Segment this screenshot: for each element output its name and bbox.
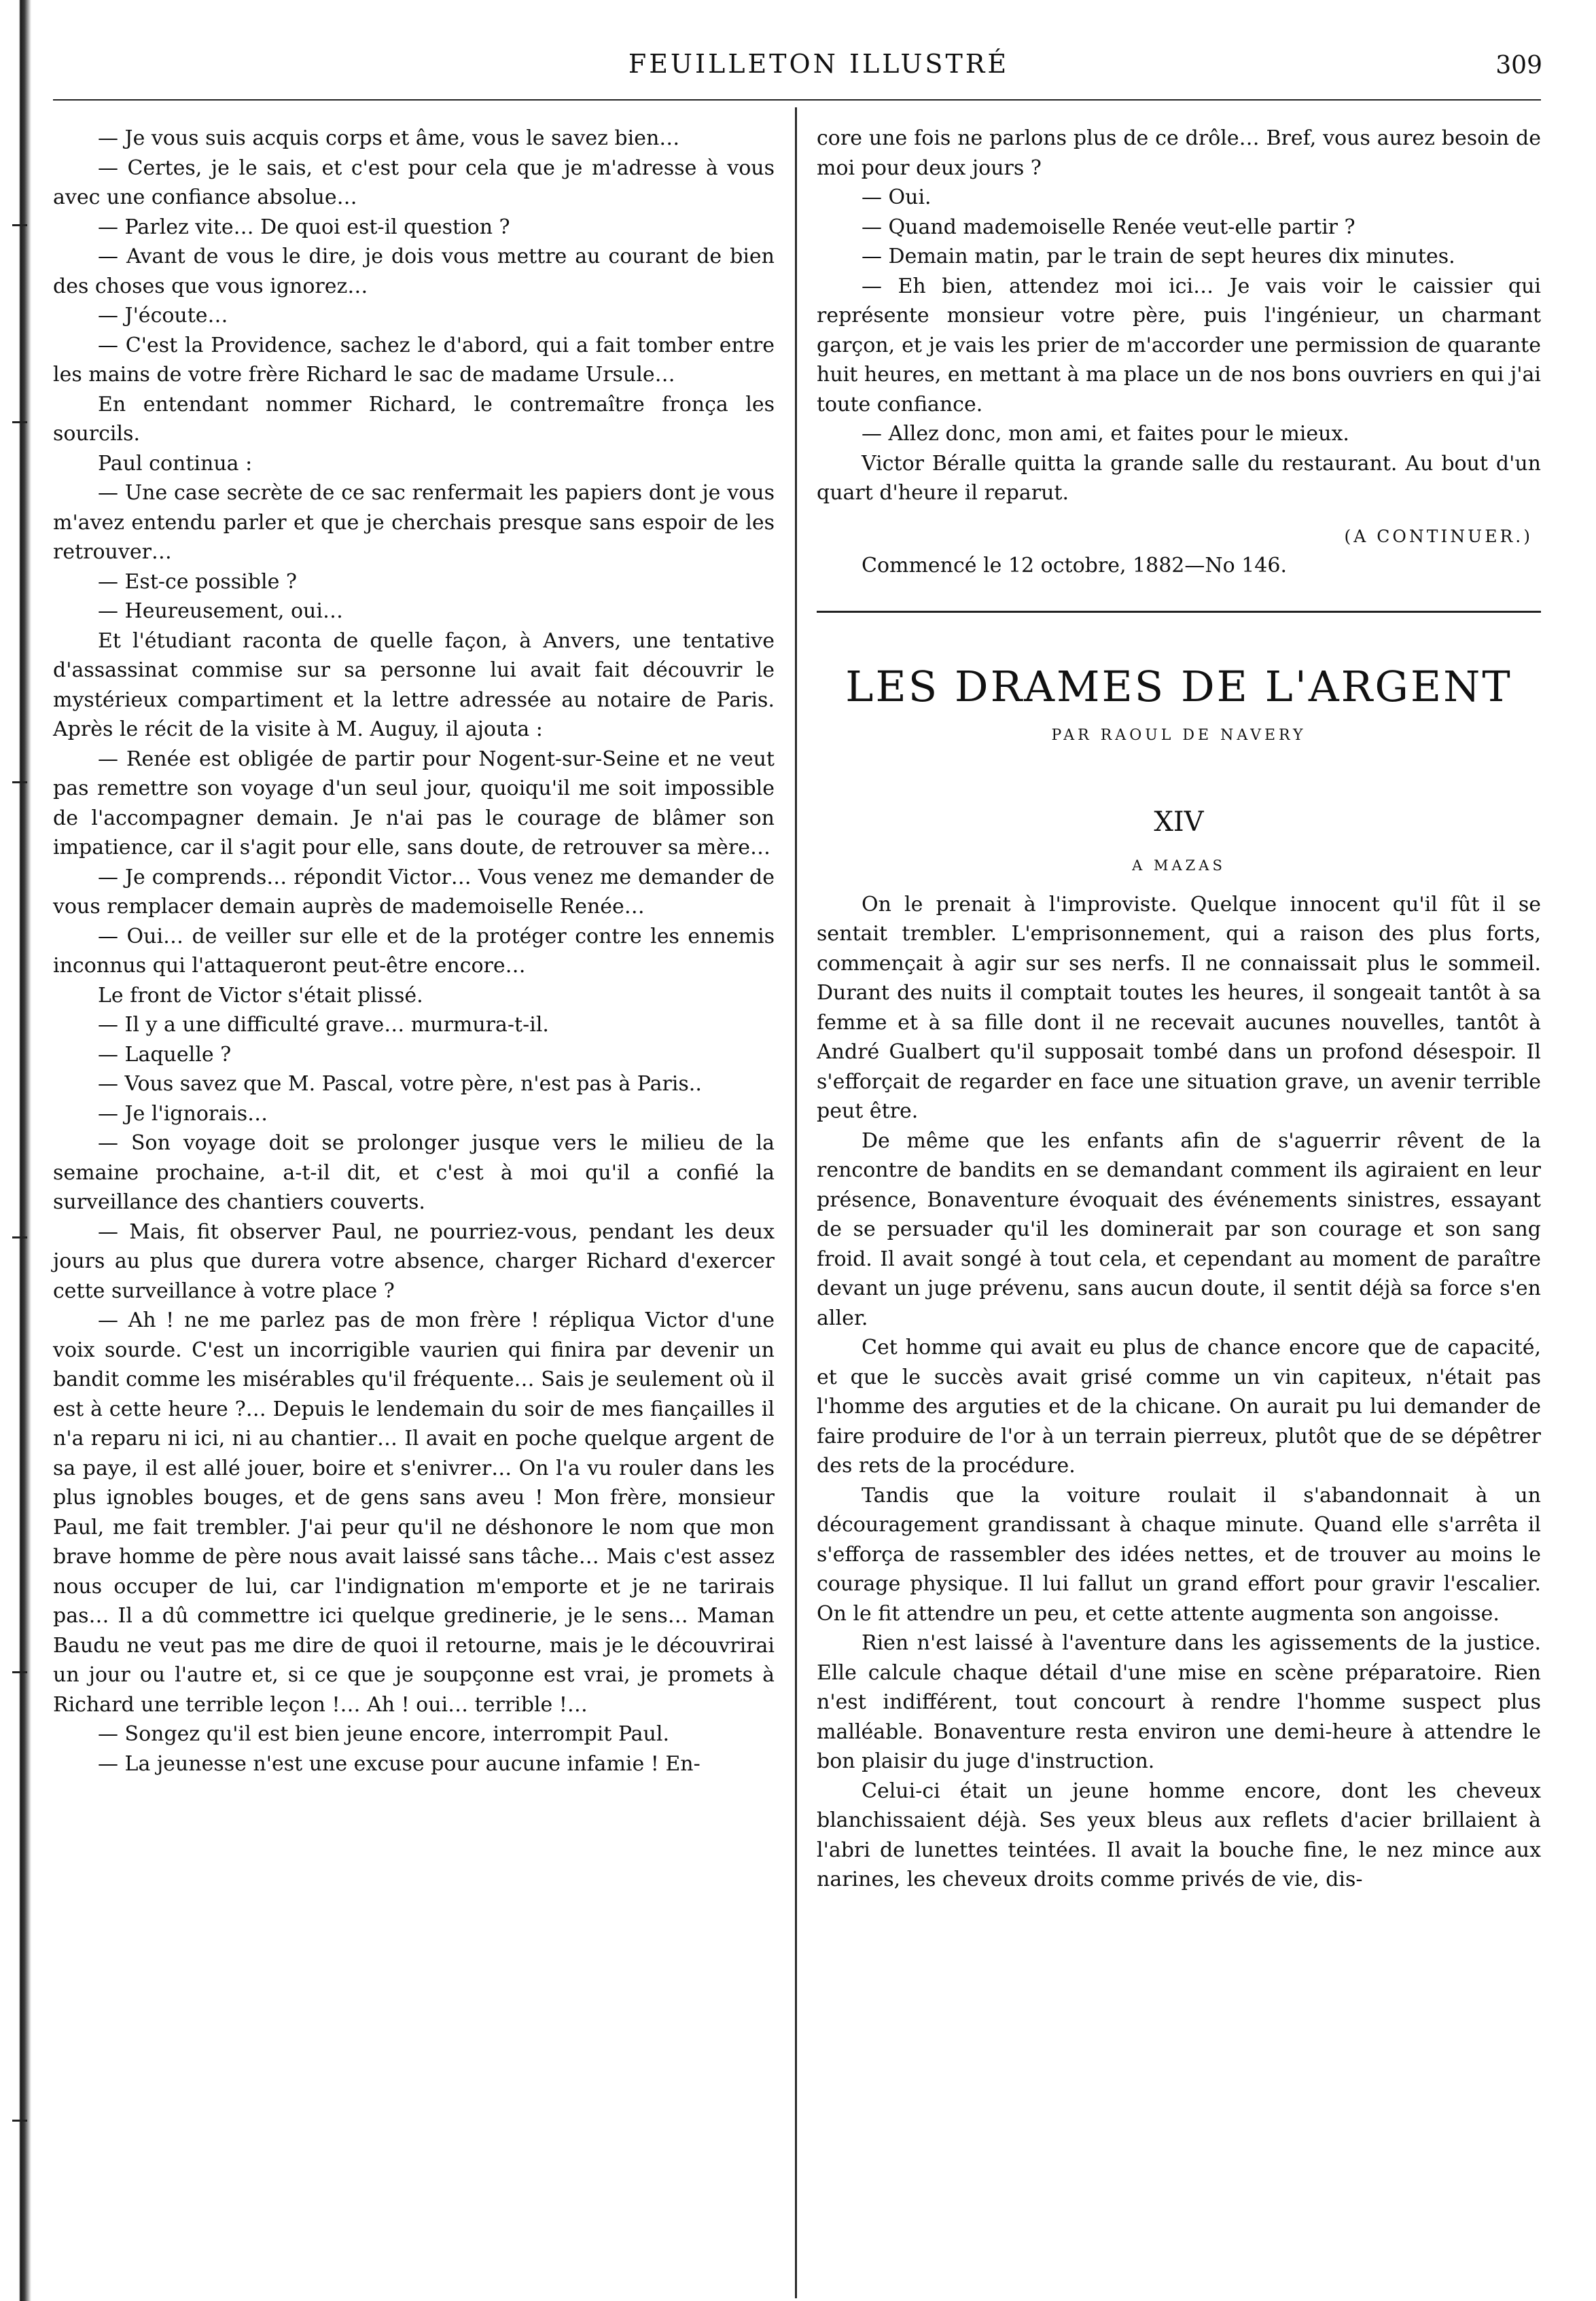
paragraph: — Oui. (862, 185, 932, 209)
paragraph: — Il y a une difficulté grave… murmura-t-il. (98, 1013, 549, 1037)
chapter-number: XIV (1154, 806, 1204, 838)
right-column (817, 124, 1541, 1895)
paragraph: — Quand mademoiselle Renée veut-elle partir ? (862, 215, 1355, 239)
story-title: LES DRAMES DE L'ARGENT (845, 661, 1512, 711)
paragraph: De même que les enfants afin de s'aguerrir rêvent de la rencontre de bandits en se demandant comment ils agiraient en leur présence, Bonaventure évoquait des événements sinistres, essayant de se persuader qu'il les dominerait par son courage et son sang froid. Il avait songé à tout cela, et cependant au moment de paraître devant un juge prévenu, sans aucun doute, il sentit déjà sa force s'en aller. (817, 1128, 1541, 1330)
chapter-title: A MAZAS (1132, 857, 1226, 874)
binding-mark (12, 421, 27, 423)
paragraph: Cet homme qui avait eu plus de chance encore que de capacité, et que le succès avait grisé comme un vin capiteux, n'était pas l'homme des arguties et de la chicane. On aurait pu lui demander de faire produire de l'or à un terrain pierreux, plutôt que de se dépêtrer des rets de la procédure. (817, 1336, 1541, 1478)
paragraph: — Son voyage doit se prolonger jusque vers le milieu de la semaine prochaine, a-t-il dit, et c'est à moi qu'il a confié la surveillance des chantiers couverts. (53, 1131, 775, 1214)
paragraph: Celui-ci était un jeune homme encore, dont les cheveux blanchissaient déjà. Ses yeux bleus aux reflets d'acier brillaient à l'abri de lunettes teintées. Il avait la bouche fine, le nez mince aux narines, les cheveux droits comme privés de vie, dis- (817, 1779, 1541, 1891)
paragraph: — Oui… de veiller sur elle et de la protéger contre les ennemis inconnus qui l'attaqueront peut-être encore… (53, 924, 775, 978)
binding-mark (12, 2120, 27, 2122)
paragraph: — Heureusement, oui… (98, 599, 343, 623)
running-head (95, 49, 1542, 90)
paragraph: Le front de Victor s'était plissé. (98, 983, 423, 1007)
binding-mark (12, 224, 27, 226)
binding-mark (12, 781, 27, 783)
paragraph: — Eh bien, attendez moi ici… Je vais voir le caissier qui représente monsieur votre père, puis l'ingénieur, un charmant garçon, et je vais les prier de m'accorder une permission de quarante huit heures, en mettant à ma place un de nos bons ouvriers en qui j'ai toute confiance. (817, 274, 1541, 416)
paragraph: — Demain matin, par le train de sept heures dix minutes. (862, 245, 1455, 268)
binding-mark (12, 1236, 27, 1238)
serial-start-note: Commencé le 12 octobre, 1882—No 146. (862, 554, 1288, 577)
paragraph: Tandis que la voiture roulait il s'abandonnait à un découragement grandissant à chaque minute. Quand elle s'arrêta il s'efforça de rassembler des idées nettes, et de trouver au moins le courage physique. Il lui fallut un grand effort pour gravir l'escalier. On le fit attendre un peu, et cette attente augmenta son angoisse. (817, 1483, 1541, 1626)
paragraph: — La jeunesse n'est une excuse pour aucune infamie ! En- (98, 1751, 701, 1776)
paragraph: En entendant nommer Richard, le contremaître fronça les sourcils. (53, 392, 775, 446)
paragraph: Et l'étudiant raconta de quelle façon, à Anvers, une tentative d'assassinat commise sur sa personne lui avait fait découvrir le mystérieux compartiment et la lettre adressée au notaire de Paris. Après le récit de la visite à M. Auguy, il ajouta : (53, 628, 775, 741)
paragraph: core une fois ne parlons plus de ce drôle… Bref, vous aurez besoin de moi pour deux jours ? (817, 126, 1541, 180)
paragraph: — Une case secrète de ce sac renfermait les papiers dont je vous m'avez entendu parler et que je cherchais presque sans espoir de les retrouver… (53, 481, 775, 564)
paragraph: — Avant de vous le dire, je dois vous mettre au courant de bien des choses que vous ignorez… (53, 245, 775, 298)
paragraph: — Est-ce possible ? (98, 569, 297, 594)
paragraph: — Je vous suis acquis corps et âme, vous le savez bien… (98, 126, 680, 150)
paragraph: Victor Béralle quitta la grande salle du restaurant. Au bout d'un quart d'heure il reparut. (817, 451, 1541, 505)
story-author: PAR RAOUL DE NAVERY (1051, 726, 1307, 744)
paragraph: — Ah ! ne me parlez pas de mon frère ! répliqua Victor d'une voix sourde. C'est un incorrigible vaurien qui finira par devenir un bandit comme les misérables qu'il fréquente… Sais je seulement où il est à cette heure ?… Depuis le lendemain du soir de mes fiançailles il n'a reparu ni ici, ni au chantier… Il avait en poche quelque argent de sa paye, il est allé jouer, boire et s'enivrer… On l'a vu rouler dans les plus ignobles bouges, et de gens sans aveu ! Mon frère, monsieur Paul, me fait trembler. J'ai peur qu'il ne déshonore le nom que mon brave homme de père nous avait laissé sans tâche… Mais c'est assez nous occuper de lui, car l'indignation m'emporte et je ne tarirais pas… Il a dû commettre ici quelque gredinerie, je le sens… Maman Baudu ne veut pas me dire de quoi il retourne, mais je le découvrirai un jour ou l'autre et, si ce que je soupçonne est vrai, je promets à Richard une terrible leçon !… Ah ! oui… terrible !… (53, 1308, 775, 1717)
paragraph: — J'écoute… (98, 304, 228, 327)
paragraph: — C'est la Providence, sachez le d'abord, qui a fait tomber entre les mains de votre frère Richard le sac de madame Ursule… (53, 333, 775, 387)
to-be-continued-note: (A CONTINUER.) (1344, 526, 1533, 546)
section-separator (817, 611, 1541, 613)
paragraph: — Parlez vite… De quoi est-il question ? (98, 215, 510, 239)
paragraph: — Mais, fit observer Paul, ne pourriez-vous, pendant les deux jours au plus que durera votre absence, charger Richard d'exercer cette surveillance à votre place ? (53, 1219, 775, 1303)
paragraph: — Je l'ignorais… (98, 1101, 268, 1126)
running-head-title: FEUILLETON ILLUSTRÉ (628, 49, 1010, 79)
header-rule (53, 99, 1541, 101)
page-number: 309 (1495, 52, 1542, 79)
paragraph: — Je comprends… répondit Victor… Vous venez me demander de vous remplacer demain auprès de mademoiselle Renée… (53, 865, 775, 918)
paragraph: Rien n'est laissé à l'aventure dans les agissements de la justice. Elle calcule chaque détail d'une mise en scène préparatoire. Rien n'est indifférent, tout concourt à rendre l'homme suspect plus malléable. Bonaventure resta environ une demi-heure à attendre le bon plaisir du juge d'instruction. (817, 1631, 1541, 1773)
paragraph: — Renée est obligée de partir pour Nogent-sur-Seine et ne veut pas remettre son voyage d'un seul jour, quoiqu'il me soit impossible de l'accompagner demain. Je n'ai pas le courage de blâmer son impatience, car il s'agit pour elle, sans doute, de retrouver sa mère… (53, 747, 775, 859)
binding-mark (12, 1671, 27, 1673)
paragraph: Paul continua : (98, 451, 253, 476)
paragraph: — Allez donc, mon ami, et faites pour le mieux. (862, 422, 1349, 446)
column-divider (795, 107, 797, 2298)
paragraph: — Songez qu'il est bien jeune encore, interrompit Paul. (98, 1722, 669, 1746)
paragraph: — Vous savez que M. Pascal, votre père, n'est pas à Paris.. (98, 1072, 702, 1096)
paragraph: On le prenait à l'improviste. Quelque innocent qu'il fût il se sentait trembler. L'emprisonnement, qui a raison des plus forts, commençait à agir sur ses nerfs. Il ne connaissait plus le sommeil. Durant des nuits il comptait toutes les heures, il songeait tantôt à sa femme et à sa fille dont il ne recevait aucunes nouvelles, tantôt à André Gualbert qu'il supposait tombé dans un profond désespoir. Il s'efforçait de regarder en face une situation grave, un avenir terrible peut être. (817, 892, 1541, 1123)
left-column (53, 124, 775, 1779)
page-binding-edge (0, 0, 48, 2301)
paragraph: — Laquelle ? (98, 1042, 232, 1067)
paragraph: — Certes, je le sais, et c'est pour cela que je m'adresse à vous avec une confiance absolue… (53, 156, 775, 209)
